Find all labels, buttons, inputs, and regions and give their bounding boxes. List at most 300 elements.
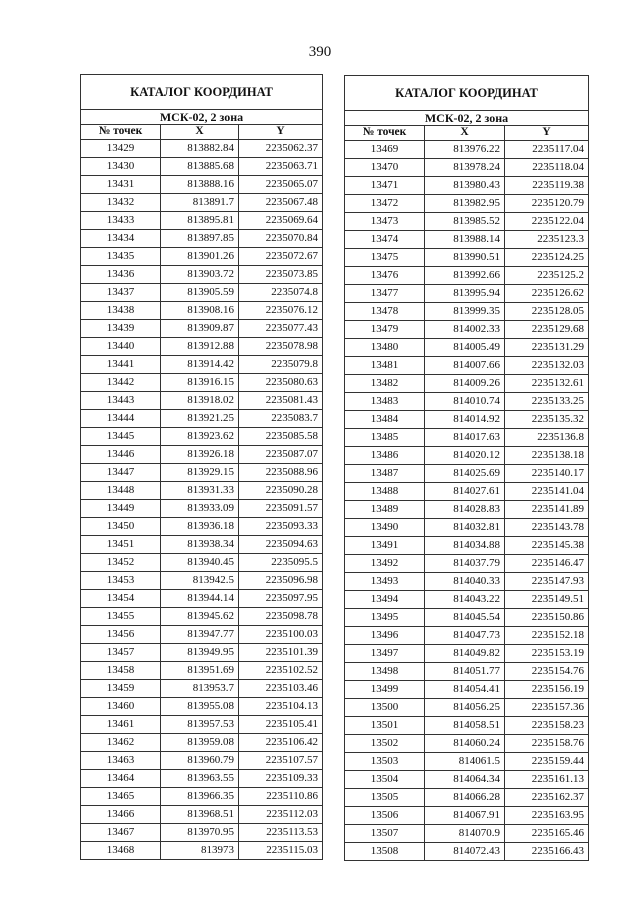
x-coordinate-cell: 813895.81 [161, 212, 239, 230]
point-number-cell: 13470 [345, 159, 425, 177]
y-coordinate-cell: 2235133.25 [505, 393, 589, 411]
table-row [81, 734, 323, 752]
table-row [81, 518, 323, 536]
y-coordinate-cell: 2235152.18 [505, 627, 589, 645]
y-coordinate-cell: 2235141.89 [505, 501, 589, 519]
catalog-body [81, 140, 323, 860]
y-coordinate-cell: 2235141.04 [505, 483, 589, 501]
y-coordinate-cell: 2235145.38 [505, 537, 589, 555]
y-coordinate-cell: 2235161.13 [505, 771, 589, 789]
y-coordinate-cell: 2235091.57 [239, 500, 323, 518]
x-coordinate-cell: 813973 [161, 842, 239, 860]
point-number-cell: 13503 [345, 753, 425, 771]
y-coordinate-cell: 2235149.51 [505, 591, 589, 609]
table-row [345, 753, 589, 771]
point-number-cell: 13491 [345, 537, 425, 555]
point-number-cell: 13429 [81, 140, 161, 158]
table-row [81, 266, 323, 284]
x-coordinate-cell: 814020.12 [425, 447, 505, 465]
table-row [345, 573, 589, 591]
point-number-cell: 13456 [81, 626, 161, 644]
x-coordinate-cell: 813926.18 [161, 446, 239, 464]
table-row [345, 807, 589, 825]
table-row [81, 176, 323, 194]
table-row [345, 483, 589, 501]
y-coordinate-cell: 2235156.19 [505, 681, 589, 699]
table-row [345, 321, 589, 339]
x-coordinate-cell: 813888.16 [161, 176, 239, 194]
point-number-cell: 13443 [81, 392, 161, 410]
point-number-cell: 13449 [81, 500, 161, 518]
table-row [345, 681, 589, 699]
y-coordinate-cell: 2235110.86 [239, 788, 323, 806]
y-coordinate-cell: 2235093.33 [239, 518, 323, 536]
x-coordinate-cell: 813959.08 [161, 734, 239, 752]
column-header-y: Y [505, 126, 589, 141]
x-coordinate-cell: 814061.5 [425, 753, 505, 771]
x-coordinate-cell: 814049.82 [425, 645, 505, 663]
table-row [81, 698, 323, 716]
table-row [81, 554, 323, 572]
y-coordinate-cell: 2235094.63 [239, 536, 323, 554]
table-row [345, 249, 589, 267]
table-row [345, 537, 589, 555]
x-coordinate-cell: 814032.81 [425, 519, 505, 537]
point-number-cell: 13497 [345, 645, 425, 663]
x-coordinate-cell: 813923.62 [161, 428, 239, 446]
table-row [345, 357, 589, 375]
point-number-cell: 13444 [81, 410, 161, 428]
y-coordinate-cell: 2235101.39 [239, 644, 323, 662]
x-coordinate-cell: 814054.41 [425, 681, 505, 699]
point-number-cell: 13438 [81, 302, 161, 320]
table-row [81, 374, 323, 392]
y-coordinate-cell: 2235105.41 [239, 716, 323, 734]
x-coordinate-cell: 813901.26 [161, 248, 239, 266]
table-row [81, 824, 323, 842]
y-coordinate-cell: 2235115.03 [239, 842, 323, 860]
table-row [81, 572, 323, 590]
x-coordinate-cell: 814028.83 [425, 501, 505, 519]
table-row [81, 842, 323, 860]
table-row [345, 843, 589, 861]
point-number-cell: 13468 [81, 842, 161, 860]
table-row [345, 699, 589, 717]
table-row [81, 284, 323, 302]
x-coordinate-cell: 813963.55 [161, 770, 239, 788]
x-coordinate-cell: 813955.08 [161, 698, 239, 716]
point-number-cell: 13469 [345, 141, 425, 159]
x-coordinate-cell: 813914.42 [161, 356, 239, 374]
point-number-cell: 13496 [345, 627, 425, 645]
point-number-cell: 13448 [81, 482, 161, 500]
y-coordinate-cell: 2235067.48 [239, 194, 323, 212]
x-coordinate-cell: 813985.52 [425, 213, 505, 231]
x-coordinate-cell: 813933.09 [161, 500, 239, 518]
point-number-cell: 13441 [81, 356, 161, 374]
point-number-cell: 13473 [345, 213, 425, 231]
table-row [345, 285, 589, 303]
point-number-cell: 13445 [81, 428, 161, 446]
y-coordinate-cell: 2235088.96 [239, 464, 323, 482]
y-coordinate-cell: 2235065.07 [239, 176, 323, 194]
y-coordinate-cell: 2235080.63 [239, 374, 323, 392]
point-number-cell: 13447 [81, 464, 161, 482]
x-coordinate-cell: 814002.33 [425, 321, 505, 339]
column-header-x: X [425, 126, 505, 141]
y-coordinate-cell: 2235143.78 [505, 519, 589, 537]
x-coordinate-cell: 814045.54 [425, 609, 505, 627]
table-row [81, 806, 323, 824]
x-coordinate-cell: 814040.33 [425, 573, 505, 591]
x-coordinate-cell: 814007.66 [425, 357, 505, 375]
x-coordinate-cell: 813903.72 [161, 266, 239, 284]
x-coordinate-cell: 814072.43 [425, 843, 505, 861]
y-coordinate-cell: 2235085.58 [239, 428, 323, 446]
table-row [81, 356, 323, 374]
table-row [345, 177, 589, 195]
table-row [81, 194, 323, 212]
x-coordinate-cell: 813960.79 [161, 752, 239, 770]
x-coordinate-cell: 813951.69 [161, 662, 239, 680]
table-row [81, 230, 323, 248]
y-coordinate-cell: 2235128.05 [505, 303, 589, 321]
point-number-cell: 13480 [345, 339, 425, 357]
point-number-cell: 13463 [81, 752, 161, 770]
point-number-cell: 13482 [345, 375, 425, 393]
y-coordinate-cell: 2235095.5 [239, 554, 323, 572]
point-number-cell: 13436 [81, 266, 161, 284]
table-row [345, 555, 589, 573]
x-coordinate-cell: 813999.35 [425, 303, 505, 321]
table-row [81, 338, 323, 356]
table-row [345, 627, 589, 645]
table-row [345, 717, 589, 735]
column-header-y: Y [239, 125, 323, 140]
point-number-cell: 13483 [345, 393, 425, 411]
table-row [345, 501, 589, 519]
x-coordinate-cell: 813891.7 [161, 194, 239, 212]
x-coordinate-cell: 814066.28 [425, 789, 505, 807]
point-number-cell: 13433 [81, 212, 161, 230]
y-coordinate-cell: 2235077.43 [239, 320, 323, 338]
point-number-cell: 13498 [345, 663, 425, 681]
y-coordinate-cell: 2235163.95 [505, 807, 589, 825]
point-number-cell: 13499 [345, 681, 425, 699]
point-number-cell: 13508 [345, 843, 425, 861]
table-row [81, 446, 323, 464]
table-row [81, 248, 323, 266]
x-coordinate-cell: 813947.77 [161, 626, 239, 644]
point-number-cell: 13453 [81, 572, 161, 590]
y-coordinate-cell: 2235081.43 [239, 392, 323, 410]
table-row [345, 465, 589, 483]
table-row [81, 536, 323, 554]
point-number-cell: 13435 [81, 248, 161, 266]
table-row [81, 500, 323, 518]
table-row [345, 519, 589, 537]
point-number-cell: 13477 [345, 285, 425, 303]
table-row [81, 392, 323, 410]
point-number-cell: 13486 [345, 447, 425, 465]
point-number-cell: 13474 [345, 231, 425, 249]
table-row [81, 158, 323, 176]
table-row [345, 303, 589, 321]
point-number-cell: 13446 [81, 446, 161, 464]
point-number-cell: 13434 [81, 230, 161, 248]
y-coordinate-cell: 2235113.53 [239, 824, 323, 842]
point-number-cell: 13452 [81, 554, 161, 572]
y-coordinate-cell: 2235124.25 [505, 249, 589, 267]
y-coordinate-cell: 2235104.13 [239, 698, 323, 716]
x-coordinate-cell: 813970.95 [161, 824, 239, 842]
table-row [345, 591, 589, 609]
x-coordinate-cell: 813929.15 [161, 464, 239, 482]
y-coordinate-cell: 2235073.85 [239, 266, 323, 284]
coordinate-catalog-table-left [80, 74, 323, 860]
catalog-subtitle: МСК-02, 2 зона [345, 111, 589, 126]
point-number-cell: 13484 [345, 411, 425, 429]
table-row [345, 195, 589, 213]
x-coordinate-cell: 813912.88 [161, 338, 239, 356]
y-coordinate-cell: 2235119.38 [505, 177, 589, 195]
point-number-cell: 13464 [81, 770, 161, 788]
point-number-cell: 13437 [81, 284, 161, 302]
point-number-cell: 13475 [345, 249, 425, 267]
table-row [81, 752, 323, 770]
y-coordinate-cell: 2235062.37 [239, 140, 323, 158]
y-coordinate-cell: 2235132.03 [505, 357, 589, 375]
table-row [345, 213, 589, 231]
point-number-cell: 13462 [81, 734, 161, 752]
point-number-cell: 13502 [345, 735, 425, 753]
point-number-cell: 13471 [345, 177, 425, 195]
y-coordinate-cell: 2235107.57 [239, 752, 323, 770]
y-coordinate-cell: 2235150.86 [505, 609, 589, 627]
point-number-cell: 13494 [345, 591, 425, 609]
y-coordinate-cell: 2235102.52 [239, 662, 323, 680]
y-coordinate-cell: 2235132.61 [505, 375, 589, 393]
x-coordinate-cell: 813938.34 [161, 536, 239, 554]
table-row [345, 735, 589, 753]
x-coordinate-cell: 813909.87 [161, 320, 239, 338]
point-number-cell: 13490 [345, 519, 425, 537]
point-number-cell: 13487 [345, 465, 425, 483]
y-coordinate-cell: 2235103.46 [239, 680, 323, 698]
table-row [345, 645, 589, 663]
x-coordinate-cell: 813936.18 [161, 518, 239, 536]
x-coordinate-cell: 813992.66 [425, 267, 505, 285]
y-coordinate-cell: 2235106.42 [239, 734, 323, 752]
column-header-point: № точек [345, 126, 425, 141]
x-coordinate-cell: 814025.69 [425, 465, 505, 483]
x-coordinate-cell: 814043.22 [425, 591, 505, 609]
x-coordinate-cell: 813988.14 [425, 231, 505, 249]
table-row [81, 410, 323, 428]
table-row [81, 770, 323, 788]
point-number-cell: 13481 [345, 357, 425, 375]
x-coordinate-cell: 813908.16 [161, 302, 239, 320]
table-row [81, 320, 323, 338]
table-row [81, 428, 323, 446]
y-coordinate-cell: 2235072.67 [239, 248, 323, 266]
point-number-cell: 13430 [81, 158, 161, 176]
column-header-point: № точек [81, 125, 161, 140]
table-row [345, 609, 589, 627]
column-header-x: X [161, 125, 239, 140]
table-row [345, 771, 589, 789]
point-number-cell: 13439 [81, 320, 161, 338]
point-number-cell: 13476 [345, 267, 425, 285]
y-coordinate-cell: 2235138.18 [505, 447, 589, 465]
x-coordinate-cell: 813982.95 [425, 195, 505, 213]
y-coordinate-cell: 2235097.95 [239, 590, 323, 608]
table-row [81, 716, 323, 734]
x-coordinate-cell: 813949.95 [161, 644, 239, 662]
table-row [345, 393, 589, 411]
x-coordinate-cell: 814010.74 [425, 393, 505, 411]
table-row [81, 626, 323, 644]
y-coordinate-cell: 2235109.33 [239, 770, 323, 788]
x-coordinate-cell: 814051.77 [425, 663, 505, 681]
y-coordinate-cell: 2235126.62 [505, 285, 589, 303]
table-row [345, 159, 589, 177]
table-row [345, 429, 589, 447]
point-number-cell: 13500 [345, 699, 425, 717]
x-coordinate-cell: 814009.26 [425, 375, 505, 393]
point-number-cell: 13504 [345, 771, 425, 789]
x-coordinate-cell: 813916.15 [161, 374, 239, 392]
point-number-cell: 13479 [345, 321, 425, 339]
x-coordinate-cell: 813966.35 [161, 788, 239, 806]
x-coordinate-cell: 813897.85 [161, 230, 239, 248]
y-coordinate-cell: 2235135.32 [505, 411, 589, 429]
x-coordinate-cell: 813978.24 [425, 159, 505, 177]
point-number-cell: 13467 [81, 824, 161, 842]
point-number-cell: 13440 [81, 338, 161, 356]
table-row [81, 680, 323, 698]
point-number-cell: 13442 [81, 374, 161, 392]
y-coordinate-cell: 2235158.76 [505, 735, 589, 753]
x-coordinate-cell: 814037.79 [425, 555, 505, 573]
table-row [81, 590, 323, 608]
x-coordinate-cell: 813976.22 [425, 141, 505, 159]
y-coordinate-cell: 2235074.8 [239, 284, 323, 302]
y-coordinate-cell: 2235157.36 [505, 699, 589, 717]
point-number-cell: 13505 [345, 789, 425, 807]
table-row [345, 141, 589, 159]
x-coordinate-cell: 814060.24 [425, 735, 505, 753]
y-coordinate-cell: 2235118.04 [505, 159, 589, 177]
y-coordinate-cell: 2235070.84 [239, 230, 323, 248]
table-row [81, 644, 323, 662]
table-row [81, 140, 323, 158]
x-coordinate-cell: 814027.61 [425, 483, 505, 501]
x-coordinate-cell: 813995.94 [425, 285, 505, 303]
table-row [345, 447, 589, 465]
y-coordinate-cell: 2235078.98 [239, 338, 323, 356]
catalog-title: КАТАЛОГ КООРДИНАТ [81, 75, 323, 110]
table-row [345, 789, 589, 807]
point-number-cell: 13501 [345, 717, 425, 735]
table-row [81, 464, 323, 482]
coordinate-catalog-table-right [344, 75, 589, 861]
point-number-cell: 13489 [345, 501, 425, 519]
x-coordinate-cell: 813905.59 [161, 284, 239, 302]
table-row [81, 608, 323, 626]
y-coordinate-cell: 2235100.03 [239, 626, 323, 644]
y-coordinate-cell: 2235090.28 [239, 482, 323, 500]
y-coordinate-cell: 2235136.8 [505, 429, 589, 447]
y-coordinate-cell: 2235063.71 [239, 158, 323, 176]
table-row [81, 302, 323, 320]
y-coordinate-cell: 2235129.68 [505, 321, 589, 339]
x-coordinate-cell: 813918.02 [161, 392, 239, 410]
y-coordinate-cell: 2235076.12 [239, 302, 323, 320]
y-coordinate-cell: 2235158.23 [505, 717, 589, 735]
table-row [345, 663, 589, 681]
y-coordinate-cell: 2235087.07 [239, 446, 323, 464]
x-coordinate-cell: 813921.25 [161, 410, 239, 428]
table-row [81, 212, 323, 230]
table-row [345, 231, 589, 249]
x-coordinate-cell: 814014.92 [425, 411, 505, 429]
x-coordinate-cell: 814058.51 [425, 717, 505, 735]
point-number-cell: 13454 [81, 590, 161, 608]
catalog-subtitle: МСК-02, 2 зона [81, 110, 323, 125]
point-number-cell: 13492 [345, 555, 425, 573]
point-number-cell: 13466 [81, 806, 161, 824]
point-number-cell: 13472 [345, 195, 425, 213]
point-number-cell: 13478 [345, 303, 425, 321]
x-coordinate-cell: 813957.53 [161, 716, 239, 734]
x-coordinate-cell: 813940.45 [161, 554, 239, 572]
y-coordinate-cell: 2235098.78 [239, 608, 323, 626]
x-coordinate-cell: 814064.34 [425, 771, 505, 789]
table-row [345, 267, 589, 285]
catalog-body [345, 141, 589, 861]
y-coordinate-cell: 2235146.47 [505, 555, 589, 573]
x-coordinate-cell: 813942.5 [161, 572, 239, 590]
point-number-cell: 13506 [345, 807, 425, 825]
point-number-cell: 13488 [345, 483, 425, 501]
table-row [345, 375, 589, 393]
point-number-cell: 13507 [345, 825, 425, 843]
point-number-cell: 13457 [81, 644, 161, 662]
y-coordinate-cell: 2235083.7 [239, 410, 323, 428]
y-coordinate-cell: 2235125.2 [505, 267, 589, 285]
catalog-title: КАТАЛОГ КООРДИНАТ [345, 76, 589, 111]
y-coordinate-cell: 2235154.76 [505, 663, 589, 681]
x-coordinate-cell: 813953.7 [161, 680, 239, 698]
page-number: 390 [308, 44, 332, 60]
y-coordinate-cell: 2235159.44 [505, 753, 589, 771]
point-number-cell: 13495 [345, 609, 425, 627]
point-number-cell: 13485 [345, 429, 425, 447]
table-row [345, 411, 589, 429]
point-number-cell: 13493 [345, 573, 425, 591]
x-coordinate-cell: 813945.62 [161, 608, 239, 626]
point-number-cell: 13431 [81, 176, 161, 194]
y-coordinate-cell: 2235140.17 [505, 465, 589, 483]
y-coordinate-cell: 2235096.98 [239, 572, 323, 590]
x-coordinate-cell: 814005.49 [425, 339, 505, 357]
point-number-cell: 13450 [81, 518, 161, 536]
table-row [81, 662, 323, 680]
y-coordinate-cell: 2235069.64 [239, 212, 323, 230]
y-coordinate-cell: 2235120.79 [505, 195, 589, 213]
point-number-cell: 13451 [81, 536, 161, 554]
